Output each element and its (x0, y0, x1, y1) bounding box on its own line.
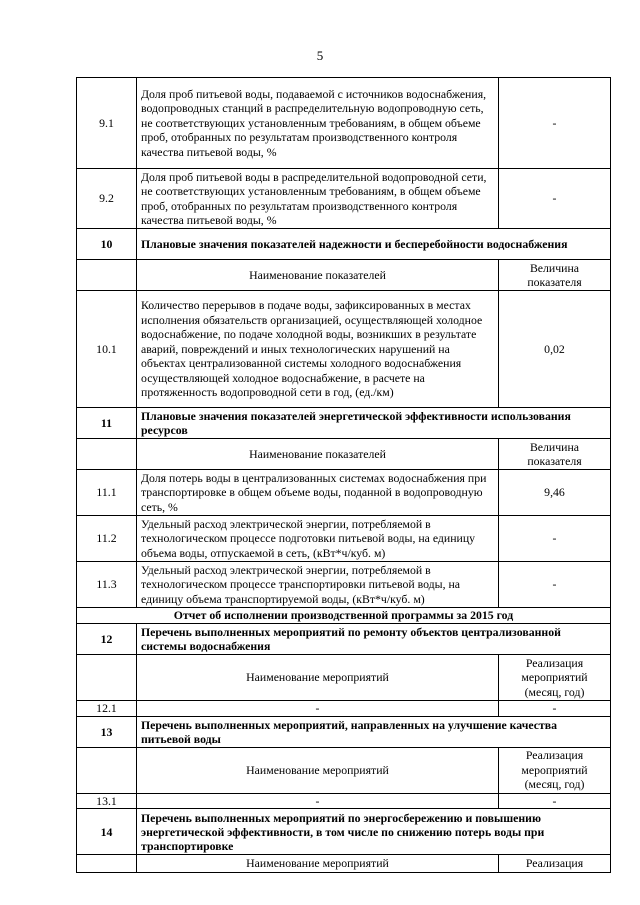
indicator-value: - (499, 516, 611, 562)
section-number: 13 (77, 716, 137, 747)
column-header-name: Наименование показателей (137, 439, 499, 470)
table-row (77, 78, 611, 169)
column-header-value: Реализация мероприятий (месяц, год) (499, 747, 611, 793)
section-title: Перечень выполненных мероприятий, направленных на улучшение качества питьевой воды (137, 716, 611, 747)
row-number: 9.2 (77, 169, 137, 229)
measure-name: - (137, 793, 499, 809)
column-header-value: Величина показателя (499, 439, 611, 470)
section-number: 11 (77, 408, 137, 439)
table-row (77, 793, 611, 809)
indicator-value: - (499, 169, 611, 229)
column-header-row (77, 439, 611, 470)
indicator-name: Доля проб питьевой воды, подаваемой с источников водоснабжения, водопроводных станций в распределительную водопроводную сеть, не соответствующих установленным требованиям, в общем объеме проб, отобранных по результатам производственного контроля качества питьевой воды, % (137, 78, 499, 169)
column-header-row (77, 655, 611, 701)
column-header-row (77, 855, 611, 873)
measure-name: - (137, 701, 499, 717)
table-row (77, 470, 611, 516)
column-header-value: Реализация мероприятий (месяц, год) (499, 655, 611, 701)
section-number: 12 (77, 624, 137, 655)
section-row (77, 716, 611, 747)
section-title: Перечень выполненных мероприятий по энергосбережению и повышению энергетической эффективности, в том числе по снижению потерь воды при транспортировке (137, 809, 611, 855)
measure-date: - (499, 701, 611, 717)
column-header-name: Наименование мероприятий (137, 747, 499, 793)
column-header-row (77, 747, 611, 793)
table-row (77, 516, 611, 562)
indicator-name: Удельный расход электрической энергии, потребляемой в технологическом процессе транспортировки питьевой воды, на единицу объема транспортируемой воды, (кВт*ч/куб. м) (137, 562, 499, 608)
section-title: Плановые значения показателей энергетической эффективности использования ресурсов (137, 408, 611, 439)
measure-date: - (499, 793, 611, 809)
report-title: Отчет об исполнении производственной программы за 2015 год (77, 608, 611, 624)
column-header-value: Реализация (499, 855, 611, 873)
page-number: 5 (316, 48, 324, 63)
section-row (77, 408, 611, 439)
row-number: 11.2 (77, 516, 137, 562)
indicator-value: 0,02 (499, 291, 611, 408)
section-number: 14 (77, 809, 137, 855)
section-title: Перечень выполненных мероприятий по ремонту объектов централизованной системы водоснабжения (137, 624, 611, 655)
table-row (77, 169, 611, 229)
section-row (77, 809, 611, 855)
indicator-value: - (499, 78, 611, 169)
indicator-value: - (499, 562, 611, 608)
row-number: 11.3 (77, 562, 137, 608)
section-title: Плановые значения показателей надежности и бесперебойности водоснабжения (137, 229, 611, 260)
table-row (77, 291, 611, 408)
section-number: 10 (77, 229, 137, 260)
section-row (77, 624, 611, 655)
section-row (77, 229, 611, 260)
column-header-value: Величина показателя (499, 260, 611, 291)
indicators-table (76, 77, 611, 873)
column-header-name: Наименование мероприятий (137, 855, 499, 873)
table-row (77, 701, 611, 717)
row-number: 12.1 (77, 701, 137, 717)
indicator-name: Количество перерывов в подаче воды, зафиксированных в местах исполнения обязательств организацией, осуществляющей холодное водоснабжение, по подаче холодной воды, возникших в результате аварий, повреждений и иных технологических нарушений на объектах централизованной системы холодного водоснабжения осуществляющей холодное водоснабжение, в расчете на протяженность водопроводной сети в год, (ед./км) (137, 291, 499, 408)
table-row (77, 562, 611, 608)
row-number: 11.1 (77, 470, 137, 516)
indicator-name: Удельный расход электрической энергии, потребляемой в технологическом процессе подготовки питьевой воды, на единицу объема воды, отпускаемой в сеть, (кВт*ч/куб. м) (137, 516, 499, 562)
indicator-name: Доля проб питьевой воды в распределительной водопроводной сети, не соответствующих установленным требованиям, в общем объеме проб, отобранных по результатам производственного контроля качества питьевой воды, % (137, 169, 499, 229)
row-number: 10.1 (77, 291, 137, 408)
indicator-value: 9,46 (499, 470, 611, 516)
column-header-name: Наименование мероприятий (137, 655, 499, 701)
indicator-name: Доля потерь воды в централизованных системах водоснабжения при транспортировке в общем объеме воды, поданной в водопроводную сеть, % (137, 470, 499, 516)
row-number: 9.1 (77, 78, 137, 169)
column-header-row (77, 260, 611, 291)
column-header-name: Наименование показателей (137, 260, 499, 291)
row-number: 13.1 (77, 793, 137, 809)
report-title-row (77, 608, 611, 624)
